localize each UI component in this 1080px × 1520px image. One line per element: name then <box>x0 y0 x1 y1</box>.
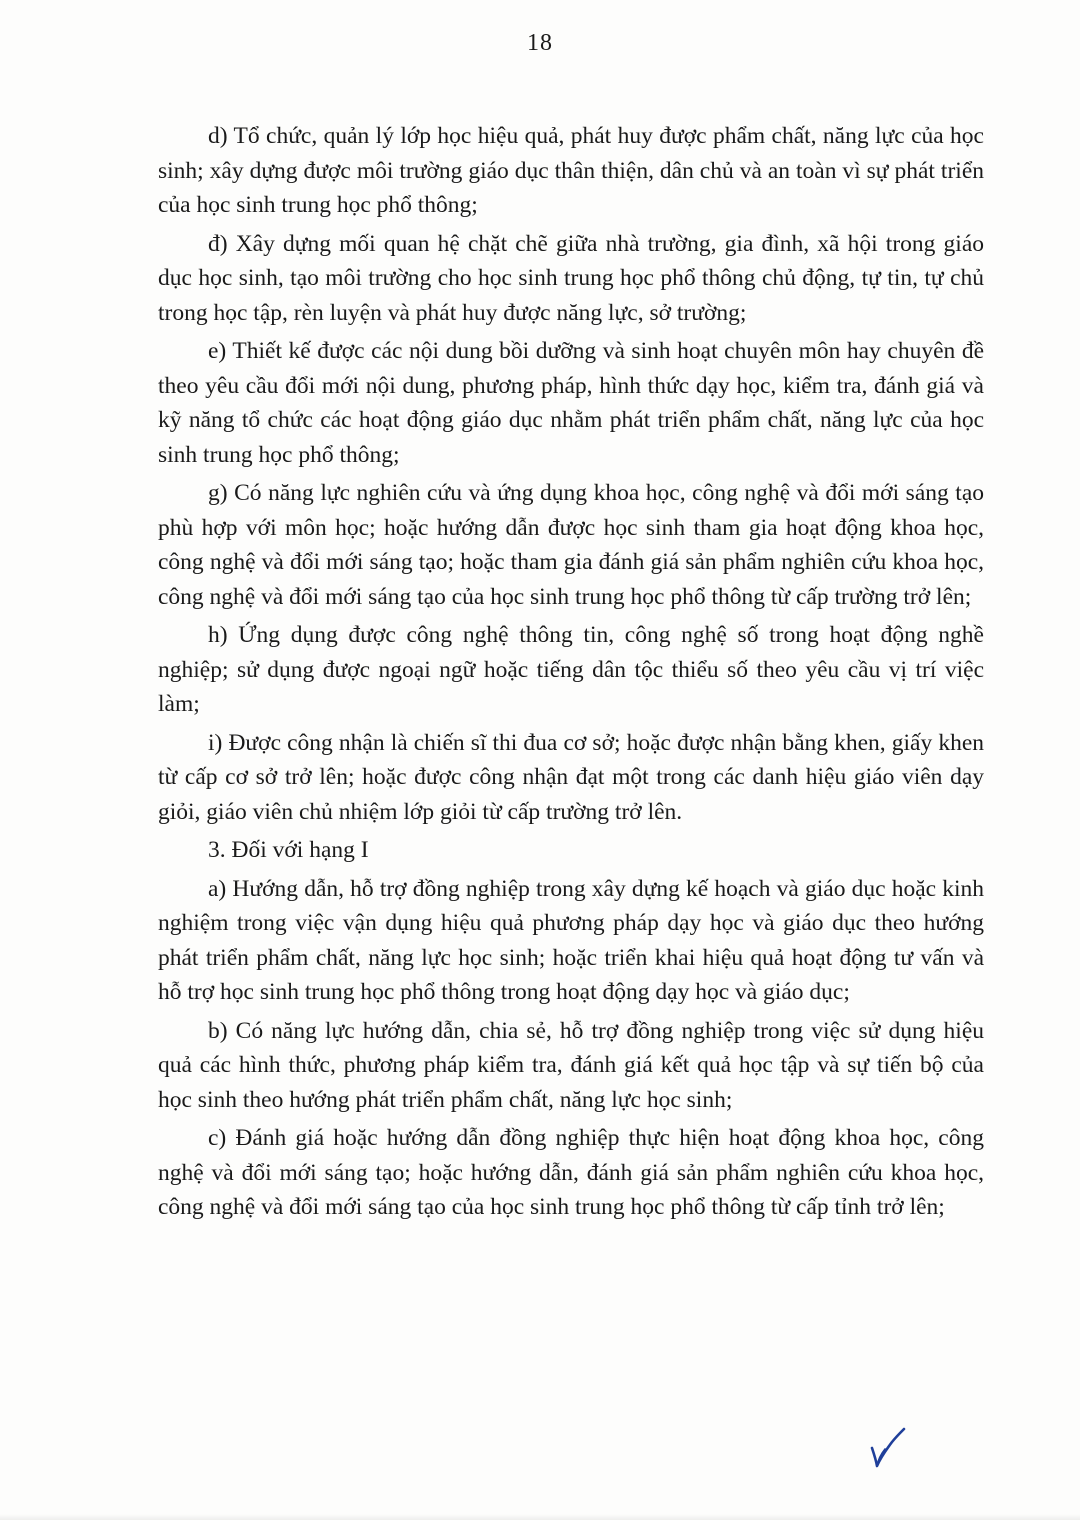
paragraph-e: e) Thiết kế được các nội dung bồi dưỡng và sinh hoạt chuyên môn hay chuyên đề theo yêu cầu đổi mới nội dung, phương pháp, hình thức dạy học, kiểm tra, đánh giá và kỹ năng tổ chức các hoạt động giáo dục nhằm phát triển phẩm chất, năng lực của học sinh trung học phổ thông; <box>158 338 984 468</box>
paragraph-d: d) Tổ chức, quản lý lớp học hiệu quả, phát huy được phẩm chất, năng lực của học sinh; xây dựng được môi trường giáo dục thân thiện, dân chủ và an toàn vì sự phát triển của học sinh trung học phổ thông; <box>158 123 984 218</box>
scan-bottom-edge <box>0 1514 1080 1520</box>
section-heading-rank-1: 3. Đối với hạng I <box>208 837 369 863</box>
paragraph-h: h) Ứng dụng được công nghệ thông tin, công nghệ số trong hoạt động nghề nghiệp; sử dụng được ngoại ngữ hoặc tiếng dân tộc thiểu số theo yêu cầu vị trí việc làm; <box>158 622 984 717</box>
paragraph-c: c) Đánh giá hoặc hướng dẫn đồng nghiệp thực hiện hoạt động khoa học, công nghệ và đổi mới sáng tạo; hoặc hướng dẫn, đánh giá sản phẩm nghiên cứu khoa học, công nghệ và đổi mới sáng tạo của học sinh trung học phổ thông từ cấp tỉnh trở lên; <box>158 1125 984 1220</box>
handwritten-initial-icon <box>868 1426 908 1470</box>
document-body <box>158 119 984 1229</box>
paragraph-i: i) Được công nhận là chiến sĩ thi đua cơ sở; hoặc được nhận bằng khen, giấy khen từ cấp cơ sở trở lên; hoặc được công nhận đạt một trong các danh hiệu giáo viên dạy giỏi, giáo viên chủ nhiệm lớp giỏi từ cấp trường trở lên. <box>158 729 984 825</box>
paragraph-g: g) Có năng lực nghiên cứu và ứng dụng khoa học, công nghệ và đổi mới sáng tạo phù hợp với môn học; hoặc hướng dẫn được học sinh tham gia hoạt động khoa học, công nghệ và đổi mới sáng tạo; hoặc tham gia đánh giá sản phẩm nghiên cứu khoa học, công nghệ và đổi mới sáng tạo của học sinh trung học phổ thông từ cấp trường trở lên; <box>158 480 984 610</box>
paragraph-dd: đ) Xây dựng mối quan hệ chặt chẽ giữa nhà trường, gia đình, xã hội trong giáo dục học sinh, tạo môi trường cho học sinh trung học phổ thông chủ động, tự tin, tự chủ trong học tập, rèn luyện và phát huy được năng lực, sở trường; <box>158 230 984 326</box>
paragraph-b: b) Có năng lực hướng dẫn, chia sẻ, hỗ trợ đồng nghiệp trong việc sử dụng hiệu quả các hình thức, phương pháp kiểm tra, đánh giá kết quả học tập và sự tiến bộ của học sinh theo hướng phát triển phẩm chất, năng lực học sinh; <box>158 1017 984 1113</box>
page-number: 18 <box>527 30 553 56</box>
paragraph-a: a) Hướng dẫn, hỗ trợ đồng nghiệp trong xây dựng kế hoạch và giáo dục hoặc kinh nghiệm trong việc vận dụng hiệu quả phương pháp dạy học và giáo dục theo hướng phát triển phẩm chất, năng lực học sinh; hoặc triển khai hiệu quả hoạt động tư vấn và hỗ trợ học sinh trung học phổ thông trong hoạt động dạy học và giáo dục; <box>158 875 984 1005</box>
